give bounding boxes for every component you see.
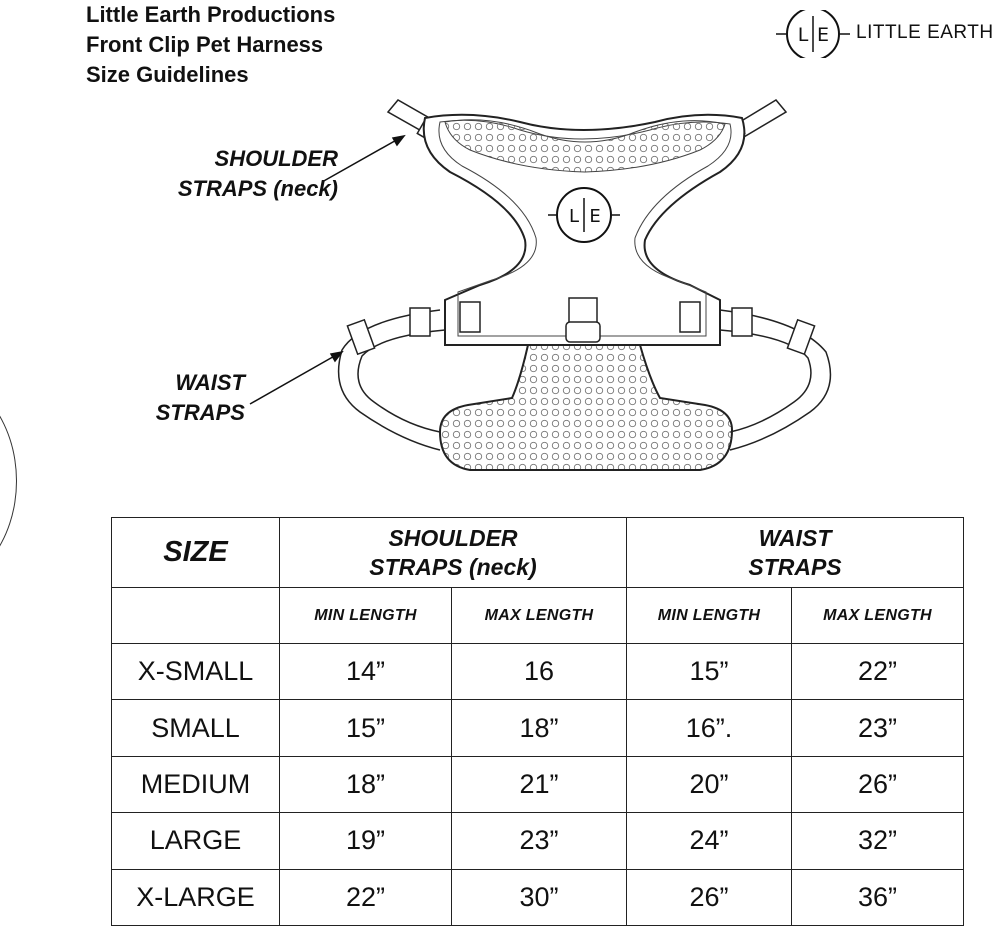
- waist-min-value: 15”: [627, 644, 792, 700]
- title-line-2: Front Clip Pet Harness: [86, 32, 324, 57]
- waist-max-length-header: MAX LENGTH: [792, 588, 964, 644]
- callout-line: WAIST: [175, 370, 245, 395]
- belly-pad: [440, 345, 732, 470]
- waist-max-value: 26”: [792, 756, 964, 812]
- waist-min-value: 24”: [627, 813, 792, 869]
- waist-max-value: 32”: [792, 813, 964, 869]
- shoulder-min-length-header: MIN LENGTH: [280, 588, 452, 644]
- brand-wordmark: LITTLE EARTH: [856, 22, 994, 43]
- shoulder-max-value: 18”: [452, 700, 627, 756]
- callout-line: STRAPS: [155, 400, 245, 425]
- size-column-header: SIZE: [112, 518, 280, 588]
- shoulder-min-value: 15”: [280, 700, 452, 756]
- logo-letter-l: L: [797, 24, 809, 46]
- shoulder-min-value: 18”: [280, 756, 452, 812]
- size-label: LARGE: [112, 813, 280, 869]
- size-label: MEDIUM: [112, 756, 280, 812]
- title-line-3: Size Guidelines: [86, 62, 249, 87]
- size-label: SMALL: [112, 700, 280, 756]
- waist-straps-callout: [100, 368, 245, 428]
- waist-min-value: 16”.: [627, 700, 792, 756]
- shoulder-min-value: 22”: [280, 869, 452, 925]
- header-line: STRAPS: [748, 553, 842, 580]
- waist-max-value: 22”: [792, 644, 964, 700]
- empty-cell: [112, 588, 280, 644]
- shoulder-straps-callout: [120, 144, 338, 204]
- callout-line: SHOULDER: [214, 146, 338, 171]
- waist-min-value: 20”: [627, 756, 792, 812]
- title-line-1: Little Earth Productions: [86, 2, 336, 27]
- table-row: [112, 813, 964, 869]
- table-row: [112, 756, 964, 812]
- callout-line: STRAPS (neck): [177, 176, 338, 201]
- svg-text:L: L: [568, 206, 580, 227]
- shoulder-max-length-header: MAX LENGTH: [452, 588, 627, 644]
- table-row: [112, 869, 964, 925]
- table-row: [112, 644, 964, 700]
- front-clip-icon: [566, 298, 600, 342]
- waist-min-length-header: MIN LENGTH: [627, 588, 792, 644]
- logo-letter-e: E: [816, 24, 830, 46]
- shoulder-min-value: 19”: [280, 813, 452, 869]
- waist-max-value: 23”: [792, 700, 964, 756]
- size-label: X-SMALL: [112, 644, 280, 700]
- size-label: X-LARGE: [112, 869, 280, 925]
- shoulder-min-value: 14”: [280, 644, 452, 700]
- header-line: SHOULDER: [388, 524, 518, 551]
- table-row: [112, 700, 964, 756]
- table-subheader-row: [112, 588, 964, 644]
- waist-callout-arrow: [250, 352, 342, 404]
- size-table: [111, 517, 964, 926]
- header-line: STRAPS (neck): [369, 553, 537, 580]
- shoulder-max-value: 21”: [452, 756, 627, 812]
- header-line: WAIST: [758, 524, 832, 551]
- shoulder-straps-header: [280, 518, 627, 588]
- waist-min-value: 26”: [627, 869, 792, 925]
- waist-straps-header: [627, 518, 964, 588]
- table-header-row: [112, 518, 964, 588]
- shoulder-max-value: 30”: [452, 869, 627, 925]
- shoulder-max-value: 16: [452, 644, 627, 700]
- shoulder-max-value: 23”: [452, 813, 627, 869]
- svg-text:E: E: [589, 206, 601, 227]
- waist-max-value: 36”: [792, 869, 964, 925]
